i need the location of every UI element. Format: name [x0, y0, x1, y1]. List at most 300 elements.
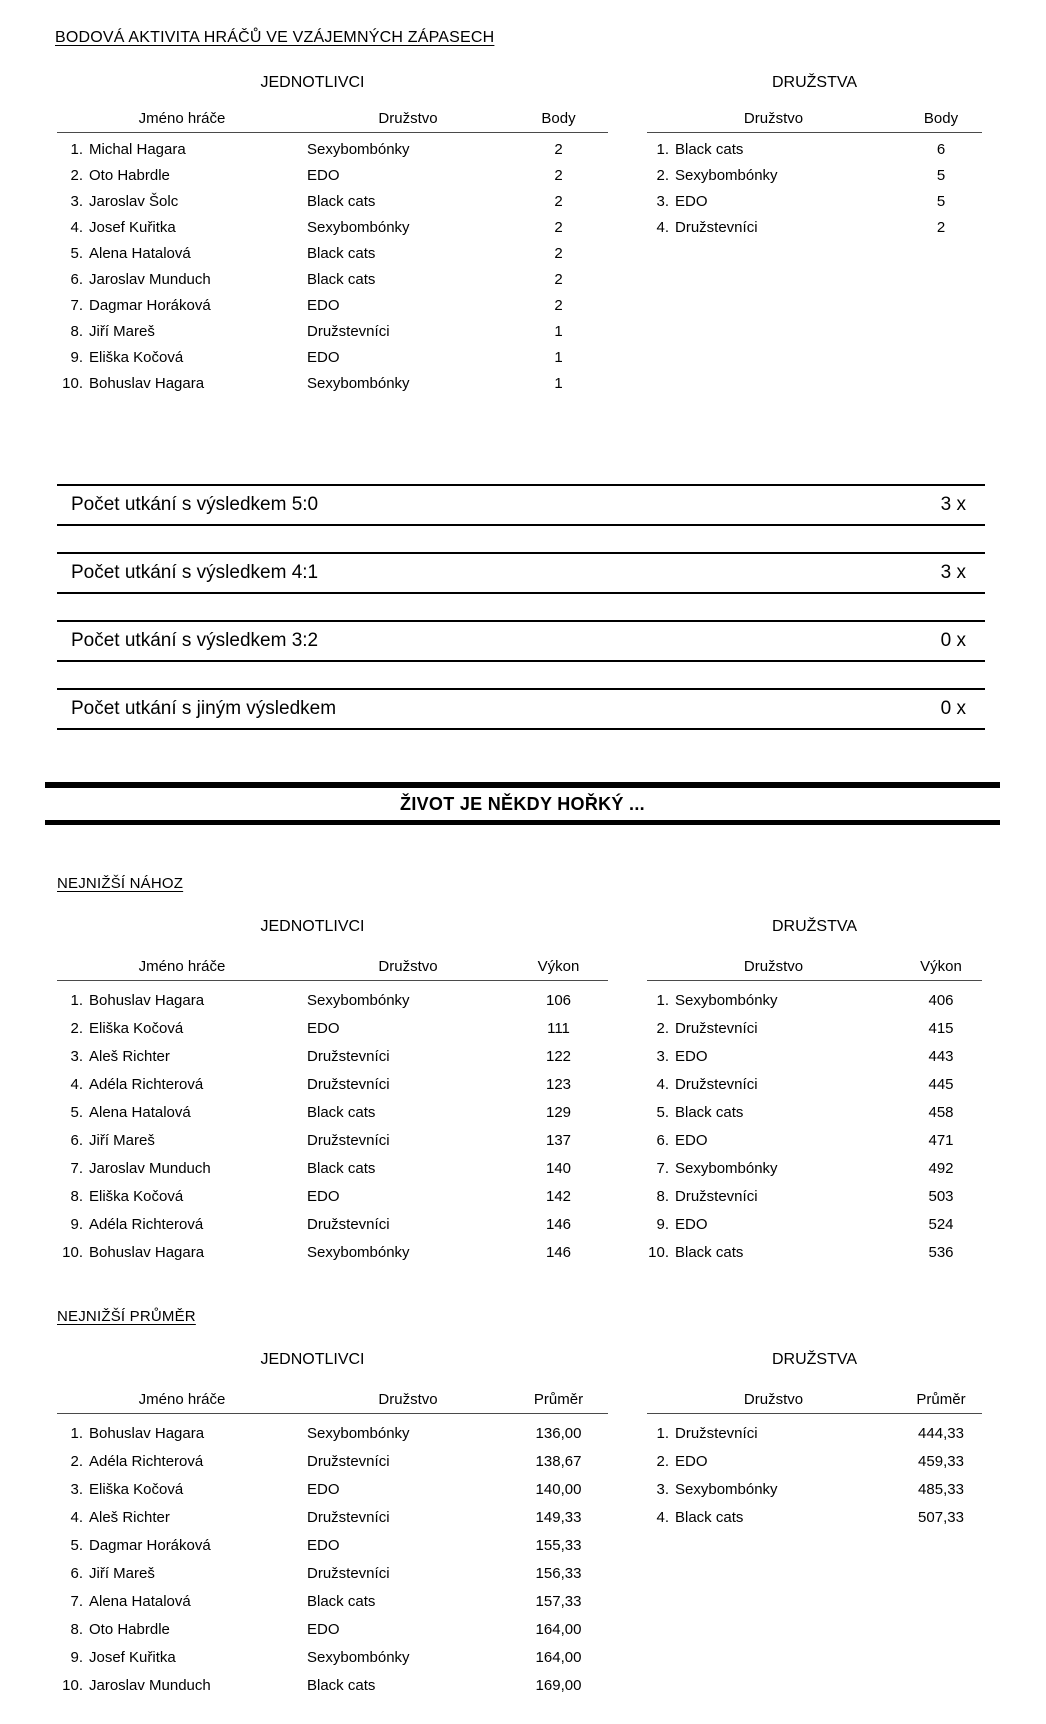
column-header-value: Průměr: [916, 1391, 966, 1408]
team-name: Sexybombónky: [307, 1244, 410, 1261]
team-cell: [647, 1211, 900, 1239]
team-name: Black cats: [675, 141, 744, 158]
value: 1: [554, 323, 563, 340]
row-rank: 9.: [656, 1216, 669, 1233]
value: 485,33: [918, 1481, 964, 1498]
row-rank: 9.: [70, 349, 83, 366]
player-cell: [57, 319, 307, 345]
table-header: [57, 1390, 608, 1414]
lowest-throw-tables: [57, 917, 1046, 1267]
team-name: Black cats: [675, 1104, 744, 1121]
row-rank: 6.: [656, 1132, 669, 1149]
team-name: Sexybombónky: [675, 1160, 778, 1177]
lowest-average-section: [0, 1307, 1046, 1700]
value: 406: [928, 992, 954, 1009]
table-row: [647, 1155, 982, 1183]
row-rank: 10.: [62, 375, 83, 392]
table-row: [57, 137, 608, 163]
column-header-name: Jméno hráče: [138, 958, 226, 975]
value: 111: [547, 1020, 570, 1037]
value: 1: [554, 349, 563, 366]
team-cell: [647, 1504, 900, 1532]
team-cell: [647, 163, 900, 189]
table-row: [647, 1183, 982, 1211]
table-row: [57, 345, 608, 371]
table-row: [647, 163, 982, 189]
table-row: [57, 1099, 608, 1127]
teams-caption: DRUŽSTVA: [771, 1351, 858, 1368]
team-name: EDO: [675, 1048, 708, 1065]
value: 5: [936, 193, 946, 210]
table-body: [647, 133, 982, 241]
row-rank: 2.: [656, 167, 669, 184]
player-name: Jaroslav Šolc: [89, 193, 179, 210]
value: 492: [928, 1160, 954, 1177]
row-rank: 4.: [70, 219, 83, 236]
row-rank: 4.: [70, 1509, 83, 1526]
team-cell: [647, 1127, 900, 1155]
player-name: Bohuslav Hagara: [89, 1244, 205, 1261]
player-cell: [57, 1211, 307, 1239]
player-name: Michal Hagara: [89, 141, 186, 158]
team-name: Družstevníci: [307, 1453, 390, 1470]
value: 536: [928, 1244, 954, 1261]
team-cell: [647, 215, 900, 241]
player-cell: [57, 1071, 307, 1099]
teams-caption: DRUŽSTVA: [771, 918, 858, 935]
column-header-value: Výkon: [537, 958, 580, 975]
table-row: [57, 1504, 608, 1532]
row-rank: 4.: [70, 1076, 83, 1093]
player-cell: [57, 1588, 307, 1616]
player-cell: [57, 1155, 307, 1183]
match-count-label: Počet utkání s výsledkem 5:0: [71, 494, 319, 515]
team-name: EDO: [675, 1216, 708, 1233]
row-rank: 5.: [70, 245, 83, 262]
value: 2: [554, 271, 563, 288]
match-count-label: Počet utkání s jiným výsledkem: [71, 698, 337, 719]
row-rank: 10.: [62, 1677, 83, 1694]
column-header-team: Družstvo: [378, 958, 438, 975]
player-name: Josef Kuřitka: [89, 219, 176, 236]
player-cell: [57, 293, 307, 319]
match-count-box-3-2: [57, 620, 985, 662]
value: 129: [545, 1104, 572, 1121]
match-count-box-other: [57, 688, 985, 730]
player-cell: [57, 189, 307, 215]
value: 1: [554, 375, 563, 392]
column-header-value: Průměr: [533, 1391, 584, 1408]
table-row: [647, 987, 982, 1015]
team-name: EDO: [307, 297, 340, 314]
team-cell: [647, 1239, 900, 1267]
row-rank: 5.: [656, 1104, 669, 1121]
row-rank: 2.: [656, 1453, 669, 1470]
player-cell: [57, 1448, 307, 1476]
team-name: EDO: [675, 1132, 708, 1149]
player-name: Bohuslav Hagara: [89, 992, 205, 1009]
column-header-team: Družstvo: [743, 1391, 804, 1408]
player-cell: [57, 241, 307, 267]
table-row: [57, 1071, 608, 1099]
column-header-team: Družstvo: [743, 958, 804, 975]
team-name: EDO: [307, 1537, 340, 1554]
team-cell: [647, 1155, 900, 1183]
player-cell: [57, 1644, 307, 1672]
table-row: [57, 267, 608, 293]
team-cell: [647, 1099, 900, 1127]
match-count-box-4-1: [57, 552, 985, 594]
team-name: EDO: [307, 1621, 340, 1638]
player-cell: [57, 1127, 307, 1155]
team-name: Black cats: [675, 1244, 744, 1261]
table-body: [647, 981, 982, 1267]
table-row: [57, 241, 608, 267]
table-row: [57, 1155, 608, 1183]
individuals-table: [57, 917, 608, 1267]
player-name: Josef Kuřitka: [89, 1649, 176, 1666]
column-header-team: Družstvo: [378, 110, 438, 127]
player-name: Jiří Mareš: [89, 1565, 155, 1582]
table-row: [57, 1616, 608, 1644]
individuals-table: [57, 73, 608, 397]
row-rank: 3.: [70, 193, 83, 210]
player-cell: [57, 1183, 307, 1211]
player-name: Bohuslav Hagara: [89, 1425, 205, 1442]
row-rank: 8.: [70, 1188, 83, 1205]
team-name: Sexybombónky: [307, 1649, 410, 1666]
value: 164,00: [535, 1649, 582, 1666]
match-count-value: 3 x: [940, 494, 966, 515]
row-rank: 2.: [70, 1020, 83, 1037]
player-cell: [57, 345, 307, 371]
team-name: Black cats: [307, 1160, 376, 1177]
value: 138,67: [535, 1453, 582, 1470]
table-header: [647, 109, 982, 133]
row-rank: 9.: [70, 1649, 83, 1666]
team-name: Sexybombónky: [675, 992, 778, 1009]
player-cell: [57, 1420, 307, 1448]
table-header: [57, 109, 608, 133]
player-name: Alena Hatalová: [89, 1104, 191, 1121]
column-header-team: Družstvo: [743, 110, 804, 127]
table-row: [647, 1504, 982, 1532]
match-count-box-5-0: [57, 484, 985, 526]
player-name: Eliška Kočová: [89, 1020, 184, 1037]
team-name: Black cats: [307, 271, 376, 288]
team-name: Družstevníci: [307, 1076, 390, 1093]
table-row: [57, 1183, 608, 1211]
row-rank: 8.: [656, 1188, 669, 1205]
team-name: Black cats: [675, 1509, 744, 1526]
table-row: [647, 1476, 982, 1504]
table-row: [57, 1043, 608, 1071]
match-count-label: Počet utkání s výsledkem 4:1: [71, 562, 319, 583]
value: 146: [545, 1244, 572, 1261]
row-rank: 5.: [70, 1537, 83, 1554]
player-name: Alena Hatalová: [89, 1593, 191, 1610]
team-cell: [647, 1015, 900, 1043]
value: 2: [554, 167, 563, 184]
value: 140: [545, 1160, 572, 1177]
player-cell: [57, 163, 307, 189]
team-cell: [647, 987, 900, 1015]
player-cell: [57, 987, 307, 1015]
team-name: EDO: [307, 1188, 340, 1205]
match-count-value: 0 x: [940, 698, 966, 719]
player-name: Eliška Kočová: [89, 1188, 184, 1205]
lowest-average-tables: [57, 1350, 1046, 1700]
player-cell: [57, 1560, 307, 1588]
table-row: [647, 1071, 982, 1099]
team-cell: [647, 189, 900, 215]
row-rank: 3.: [70, 1048, 83, 1065]
team-cell: [647, 137, 900, 163]
player-cell: [57, 1239, 307, 1267]
team-name: Družstevníci: [307, 1216, 390, 1233]
row-rank: 4.: [656, 1076, 669, 1093]
table-row: [647, 1043, 982, 1071]
row-rank: 3.: [656, 193, 669, 210]
row-rank: 4.: [656, 219, 669, 236]
value: 156,33: [535, 1565, 582, 1582]
value: 137: [545, 1132, 572, 1149]
teams-table: [647, 1350, 982, 1700]
value: 5: [936, 167, 946, 184]
table-header: [647, 957, 982, 981]
row-rank: 3.: [656, 1048, 669, 1065]
value: 2: [554, 219, 563, 236]
table-row: [57, 215, 608, 241]
value: 524: [928, 1216, 954, 1233]
value: 136,00: [535, 1425, 582, 1442]
table-row: [57, 1588, 608, 1616]
row-rank: 10.: [62, 1244, 83, 1261]
table-row: [57, 163, 608, 189]
individuals-caption: JEDNOTLIVCI: [260, 74, 365, 91]
column-header-value: Body: [923, 110, 959, 127]
player-cell: [57, 137, 307, 163]
team-name: Sexybombónky: [307, 992, 410, 1009]
team-name: Družstevníci: [307, 1565, 390, 1582]
row-rank: 2.: [70, 167, 83, 184]
value: 6: [936, 141, 946, 158]
row-rank: 1.: [656, 141, 669, 158]
table-body: [57, 981, 608, 1267]
player-cell: [57, 215, 307, 241]
team-name: Družstevníci: [675, 219, 758, 236]
team-name: Sexybombónky: [675, 167, 778, 184]
value: 164,00: [535, 1621, 582, 1638]
team-cell: [647, 1183, 900, 1211]
table-row: [647, 215, 982, 241]
value: 459,33: [918, 1453, 964, 1470]
value: 471: [928, 1132, 954, 1149]
team-name: Black cats: [307, 1677, 376, 1694]
table-row: [57, 1127, 608, 1155]
value: 122: [545, 1048, 572, 1065]
value: 445: [928, 1076, 954, 1093]
row-rank: 4.: [656, 1509, 669, 1526]
value: 155,33: [535, 1537, 582, 1554]
team-cell: [647, 1448, 900, 1476]
player-name: Aleš Richter: [89, 1509, 170, 1526]
match-count-value: 3 x: [940, 562, 966, 583]
player-cell: [57, 1504, 307, 1532]
team-name: Družstevníci: [675, 1076, 758, 1093]
row-rank: 1.: [656, 992, 669, 1009]
team-cell: [647, 1420, 900, 1448]
table-row: [57, 371, 608, 397]
row-rank: 10.: [648, 1244, 669, 1261]
table-row: [57, 987, 608, 1015]
table-row: [57, 1239, 608, 1267]
player-cell: [57, 267, 307, 293]
column-header-name: Jméno hráče: [138, 1391, 226, 1408]
value: 415: [928, 1020, 954, 1037]
row-rank: 5.: [70, 1104, 83, 1121]
player-cell: [57, 1099, 307, 1127]
value: 169,00: [535, 1677, 582, 1694]
player-name: Jaroslav Munduch: [89, 271, 211, 288]
table-row: [647, 1211, 982, 1239]
player-cell: [57, 1043, 307, 1071]
team-name: Družstevníci: [675, 1425, 758, 1442]
player-name: Eliška Kočová: [89, 349, 184, 366]
lowest-throw-heading: NEJNIŽŠÍ NÁHOZ: [57, 875, 184, 892]
team-name: Sexybombónky: [307, 141, 410, 158]
table-row: [57, 1532, 608, 1560]
score-activity-tables: [57, 73, 1046, 397]
table-row: [647, 1015, 982, 1043]
column-header-team: Družstvo: [378, 1391, 438, 1408]
column-header-name: Jméno hráče: [138, 110, 226, 127]
player-name: Adéla Richterová: [89, 1076, 204, 1093]
player-cell: [57, 1476, 307, 1504]
value: 123: [545, 1076, 572, 1093]
value: 444,33: [918, 1425, 964, 1442]
row-rank: 1.: [70, 992, 83, 1009]
row-rank: 6.: [70, 1565, 83, 1582]
table-body: [57, 1414, 608, 1700]
player-name: Adéla Richterová: [89, 1453, 204, 1470]
team-name: Black cats: [307, 245, 376, 262]
team-name: Družstevníci: [307, 1048, 390, 1065]
lowest-throw-section: [0, 874, 1046, 1267]
team-name: Družstevníci: [307, 323, 390, 340]
player-cell: [57, 1015, 307, 1043]
team-name: Sexybombónky: [307, 1425, 410, 1442]
table-row: [57, 189, 608, 215]
value: 2: [554, 193, 563, 210]
row-rank: 3.: [656, 1481, 669, 1498]
player-name: Jaroslav Munduch: [89, 1160, 211, 1177]
table-row: [57, 319, 608, 345]
team-cell: [647, 1043, 900, 1071]
table-row: [57, 1420, 608, 1448]
table-header: [647, 1390, 982, 1414]
individuals-caption: JEDNOTLIVCI: [260, 918, 365, 935]
teams-table: [647, 917, 982, 1267]
row-rank: 8.: [70, 1621, 83, 1638]
value: 142: [545, 1188, 572, 1205]
team-name: Družstevníci: [307, 1132, 390, 1149]
team-name: EDO: [307, 1020, 340, 1037]
value: 503: [928, 1188, 954, 1205]
teams-table: [647, 73, 982, 397]
table-row: [57, 1644, 608, 1672]
table-row: [647, 1448, 982, 1476]
value: 157,33: [535, 1593, 582, 1610]
row-rank: 9.: [70, 1216, 83, 1233]
value: 2: [936, 219, 946, 236]
row-rank: 7.: [70, 1160, 83, 1177]
row-rank: 8.: [70, 323, 83, 340]
value: 106: [545, 992, 572, 1009]
table-row: [57, 293, 608, 319]
match-count-boxes: [57, 484, 985, 730]
row-rank: 6.: [70, 1132, 83, 1149]
row-rank: 1.: [70, 1425, 83, 1442]
player-name: Aleš Richter: [89, 1048, 170, 1065]
player-cell: [57, 1616, 307, 1644]
table-row: [647, 1127, 982, 1155]
player-name: Jiří Mareš: [89, 1132, 155, 1149]
team-name: Sexybombónky: [307, 375, 410, 392]
table-header: [57, 957, 608, 981]
table-row: [57, 1476, 608, 1504]
team-cell: [647, 1476, 900, 1504]
individuals-table: [57, 1350, 608, 1700]
column-header-value: Výkon: [920, 958, 962, 975]
table-body: [647, 1414, 982, 1532]
team-name: Black cats: [307, 1104, 376, 1121]
team-name: EDO: [307, 1481, 340, 1498]
value: 146: [545, 1216, 572, 1233]
team-name: EDO: [307, 349, 340, 366]
document-title: BODOVÁ AKTIVITA HRÁČŮ VE VZÁJEMNÝCH ZÁPASECH: [55, 29, 495, 46]
team-name: EDO: [307, 167, 340, 184]
table-row: [57, 1560, 608, 1588]
player-name: Oto Habrdle: [89, 167, 170, 184]
player-name: Jaroslav Munduch: [89, 1677, 211, 1694]
row-rank: 7.: [70, 297, 83, 314]
table-row: [57, 1448, 608, 1476]
row-rank: 3.: [70, 1481, 83, 1498]
value: 458: [928, 1104, 954, 1121]
row-rank: 7.: [70, 1593, 83, 1610]
player-cell: [57, 371, 307, 397]
teams-caption: DRUŽSTVA: [771, 74, 858, 91]
value: 443: [928, 1048, 954, 1065]
table-row: [647, 1239, 982, 1267]
player-cell: [57, 1532, 307, 1560]
table-row: [647, 189, 982, 215]
team-name: EDO: [675, 1453, 708, 1470]
value: 149,33: [535, 1509, 582, 1526]
value: 2: [554, 297, 563, 314]
table-row: [647, 1099, 982, 1127]
team-name: Black cats: [307, 193, 376, 210]
lowest-average-heading: NEJNIŽŠÍ PRŮMĚR: [57, 1308, 196, 1325]
table-row: [57, 1211, 608, 1239]
player-name: Eliška Kočová: [89, 1481, 184, 1498]
team-name: Black cats: [307, 1593, 376, 1610]
team-name: Sexybombónky: [675, 1481, 778, 1498]
column-header-value: Body: [541, 110, 576, 127]
row-rank: 7.: [656, 1160, 669, 1177]
row-rank: 6.: [70, 271, 83, 288]
